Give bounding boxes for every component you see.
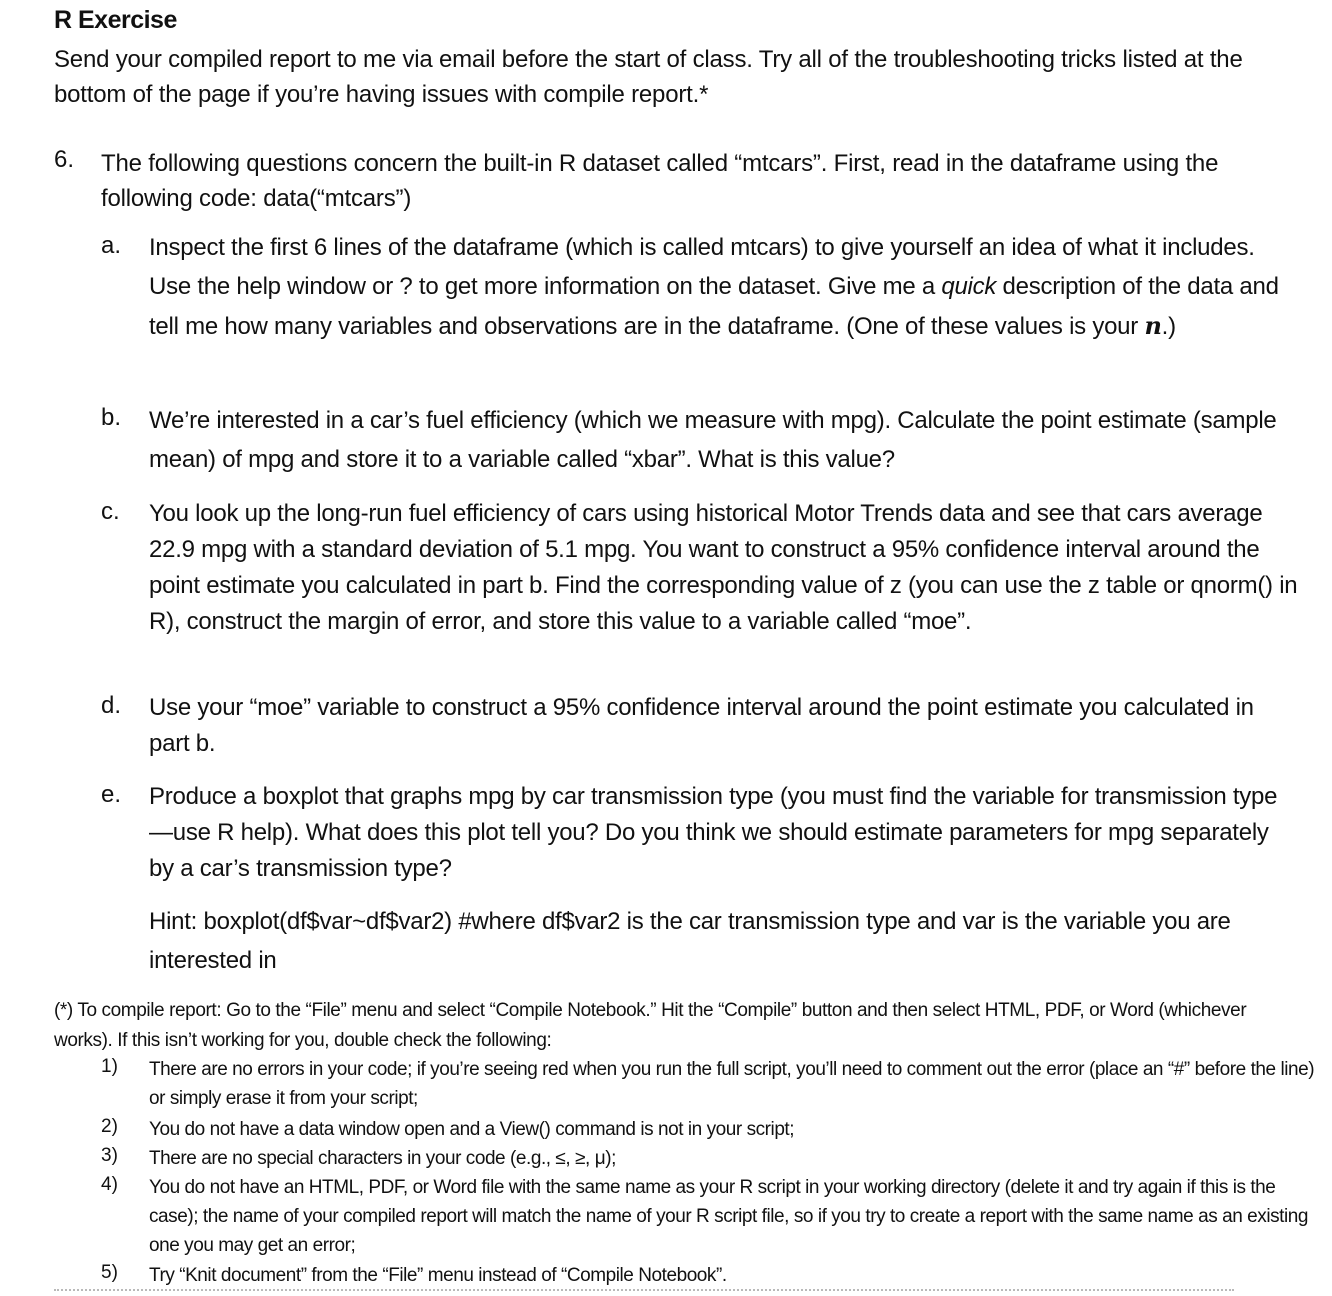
question-number: 6. [54, 146, 75, 173]
question-text: The following questions concern the built-in R dataset called “mtcars”. First, read in the dataframe using the following code: data(“mtcars”) [101, 150, 1219, 212]
footnote-item-text: Try “Knit document” from the “File” menu instead of “Compile Notebook”. [149, 1265, 727, 1286]
intro-paragraph: Send your compiled report to me via email before the start of class. Try all of the troubleshooting tricks listed at the bottom of the page if you’re having issues with compile report.* [54, 46, 1243, 108]
footnote-item-number: 3) [101, 1145, 118, 1166]
part-a-math-n: n [1144, 311, 1162, 340]
footnote-item-text: You do not have a data window open and a View() command is not in your script; [149, 1119, 795, 1140]
part-c-text: You look up the long-run fuel efficiency of cars using historical Motor Trends data and see that cars average 22.9 mpg with a standard deviation of 5.1 mpg. You want to construct a 95% confidence interval around the point estimate you calculated in part b. Find the corresponding value of z (you can use the z table or qnorm() in R), construct the margin of error, and store this value to a variable called “moe”. [149, 500, 1298, 635]
part-b-letter: b. [101, 404, 122, 431]
footnote-item-number: 5) [101, 1262, 118, 1283]
part-a-text-before: Inspect the first 6 lines of the dataframe (which is called mtcars) to give yourself an idea of what it includes. Use the help window or ? to get more information on the dataset. Give me a [149, 234, 1255, 300]
footnote-item-text: There are no special characters in your code (e.g., ≤, ≥, μ); [149, 1148, 616, 1169]
footnote-item-text: There are no errors in your code; if you’re seeing red when you run the full script, you’ll need to comment out the error (place an “#” before the line) or simply erase it from your script; [149, 1059, 1315, 1109]
part-e-letter: e. [101, 781, 122, 808]
footnote-item-number: 4) [101, 1174, 118, 1195]
part-b-text: We’re interested in a car’s fuel efficiency (which we measure with mpg). Calculate the point estimate (sample mean) of mpg and store it to a variable called “xbar”. What is this value? [149, 407, 1277, 473]
part-a-text-mid: description of the data and tell me how many variables and observations are in the dataframe. (One of these values is your [149, 273, 1279, 340]
part-a-letter: a. [101, 232, 122, 259]
part-d-text: Use your “moe” variable to construct a 95% confidence interval around the point estimate you calculated in part b. [149, 694, 1254, 757]
footnote-item-number: 2) [101, 1116, 118, 1137]
part-e-text: Produce a boxplot that graphs mpg by car transmission type (you must find the variable for transmission type—use R help). What does this plot tell you? Do you think we should estimate parameters for mpg separately by a car’s transmission type? [149, 783, 1278, 882]
part-a-text [149, 228, 1299, 346]
footnote-intro: (*) To compile report: Go to the “File” menu and select “Compile Notebook.” Hit the “Compile” button and then select HTML, PDF, or Word (whichever works). If this isn’t working for you, double check the following: [54, 1000, 1247, 1051]
part-a-text-after: .) [1161, 313, 1176, 340]
part-c-letter: c. [101, 498, 120, 525]
cut-off-next-line [54, 1289, 1234, 1294]
part-a-emphasis: quick [941, 273, 997, 300]
part-d-letter: d. [101, 692, 122, 719]
hint-text: Hint: boxplot(df$var~df$var2) #where df$var2 is the car transmission type and var is the variable you are interested in [149, 908, 1231, 974]
footnote-item-number: 1) [101, 1056, 118, 1077]
page-title: R Exercise [54, 6, 177, 34]
footnote-item-text: You do not have an HTML, PDF, or Word file with the same name as your R script in your working directory (delete it and try again if this is the case); the name of your compiled report will match the name of your R script file, so if you try to create a report with the same name as an existing one you may get an error; [149, 1177, 1308, 1256]
